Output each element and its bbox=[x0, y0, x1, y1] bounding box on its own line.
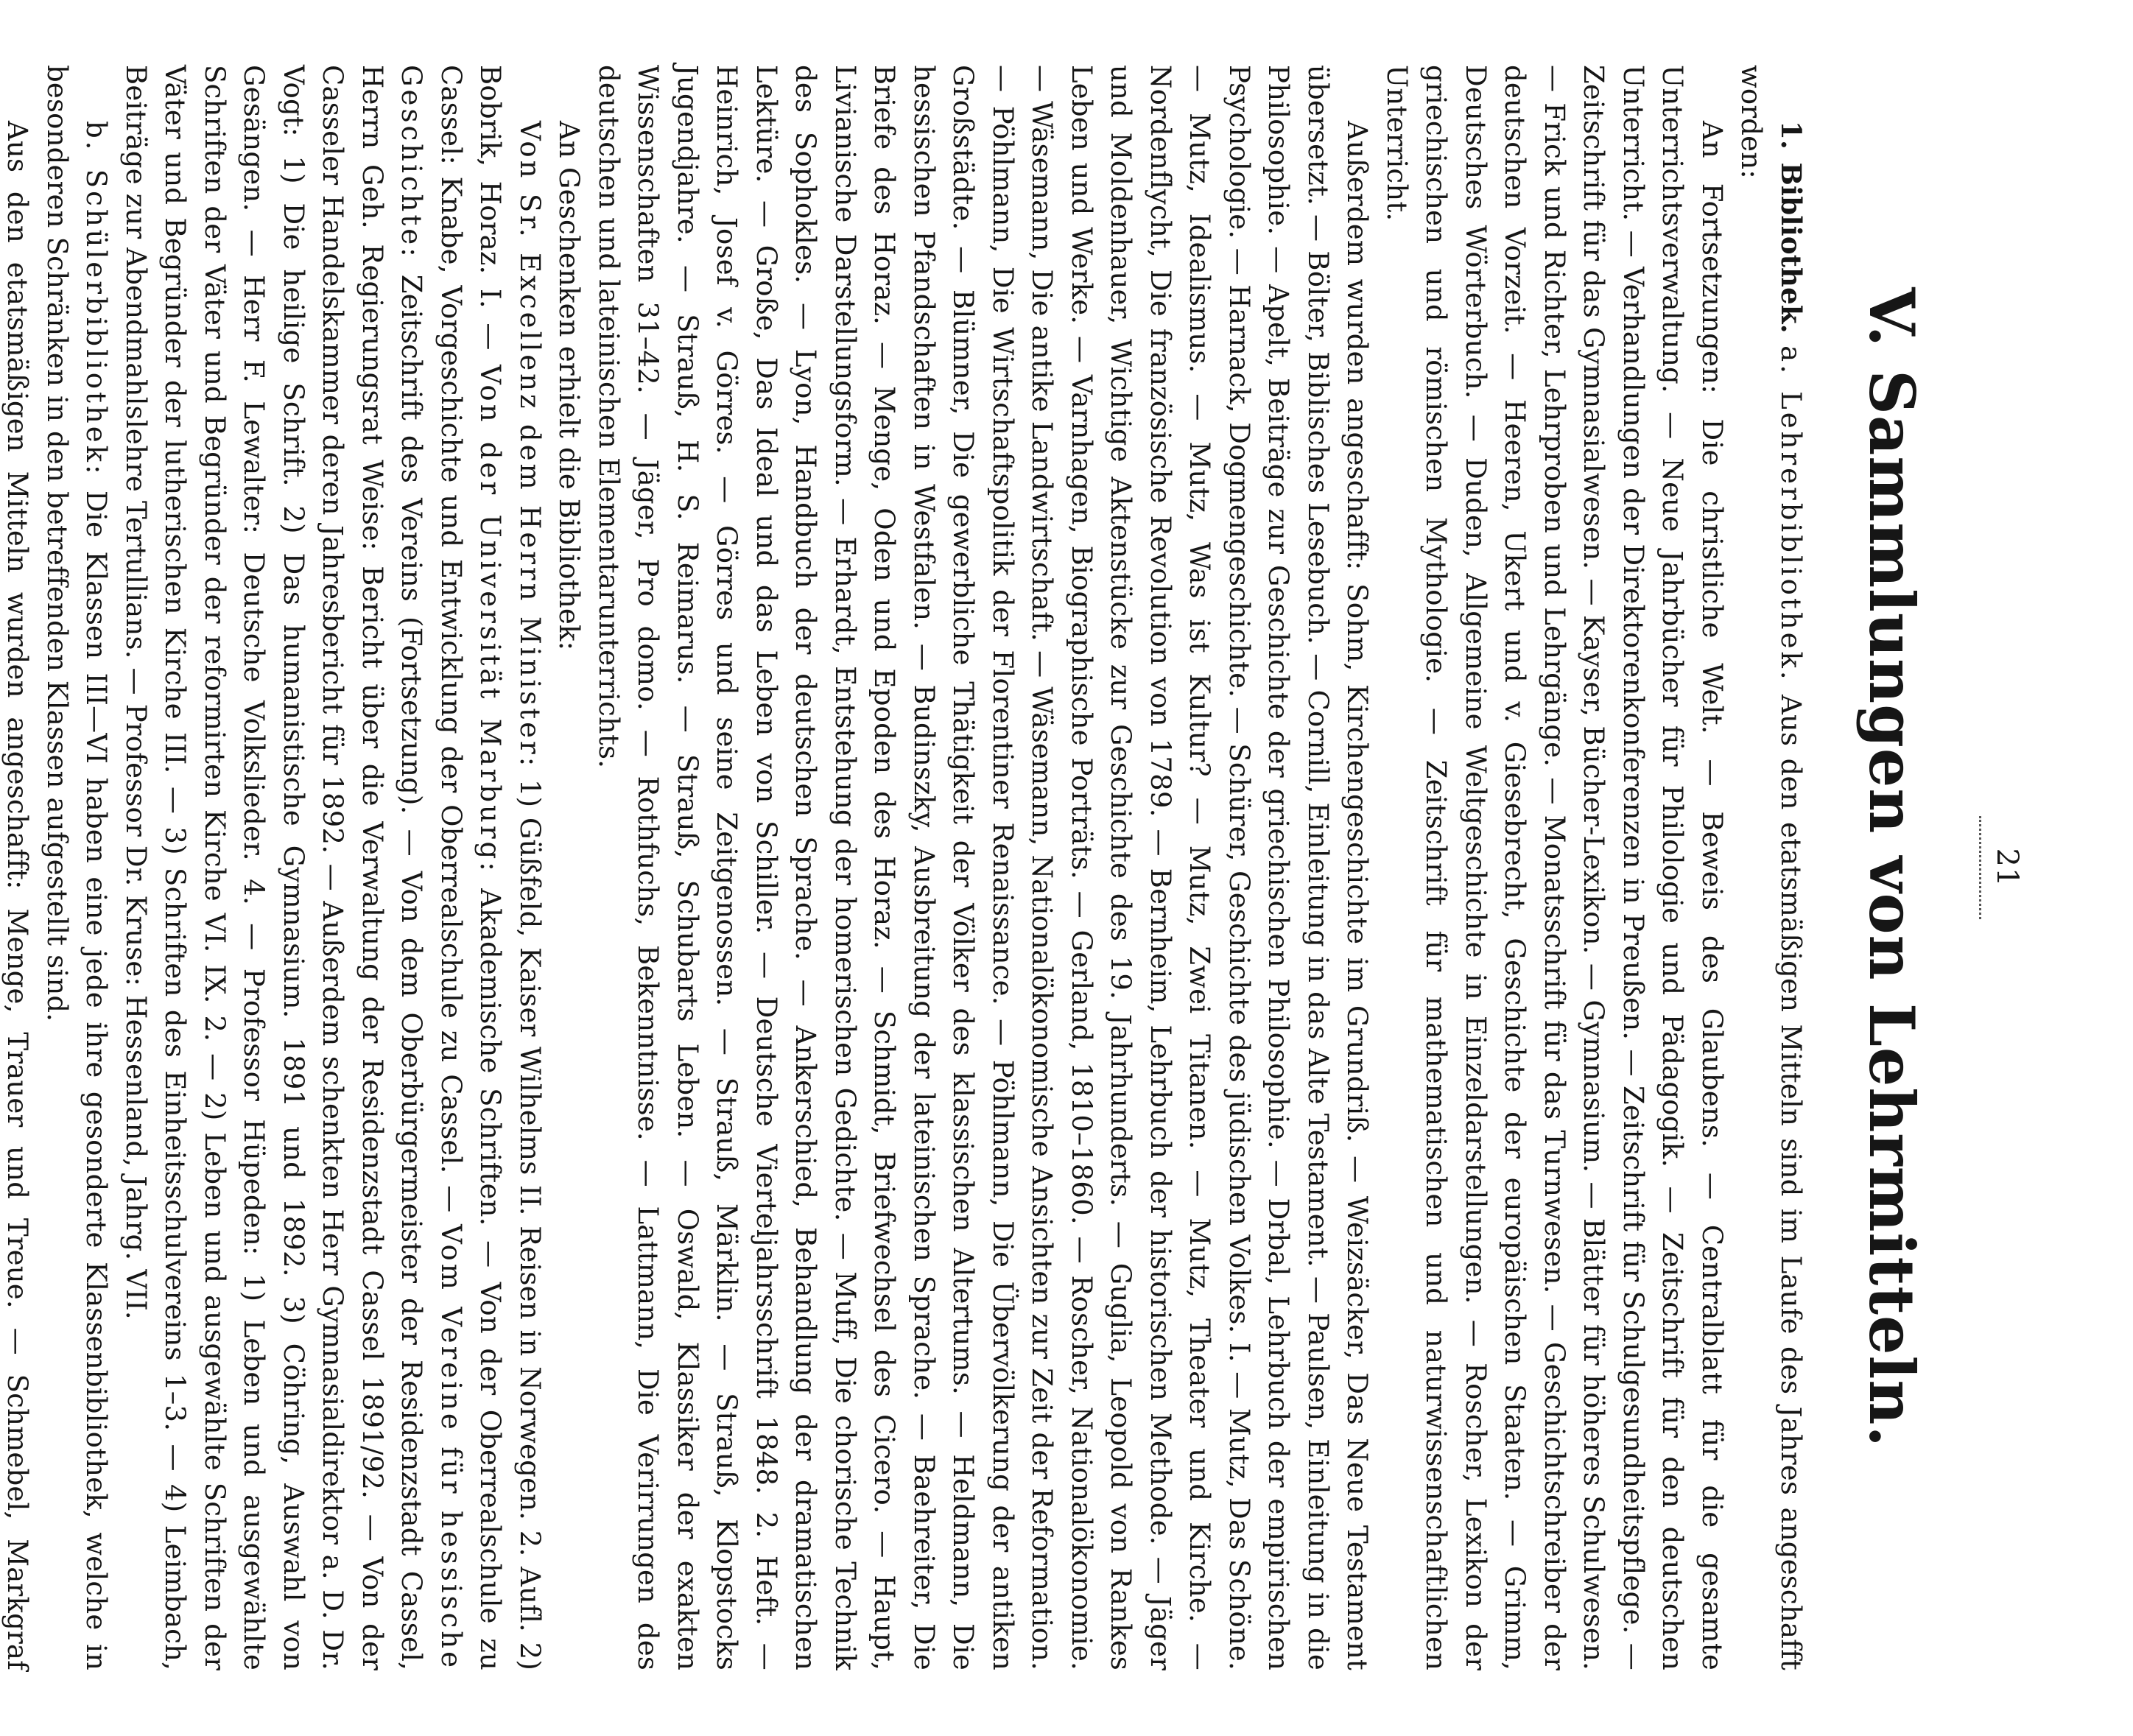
student-library-purchased: Aus den etatsmäßigen Mitteln wurden angeschafft: Menge, Trauer und Treue. — Schmebel, Markgraf bbox=[1, 121, 34, 1670]
gifts-minister-lead: Von Sr. Excellenz dem Herrn Minister: bbox=[514, 121, 546, 770]
gifts-intro: An Geschenken erhielt die Bibliothek: bbox=[553, 121, 586, 651]
student-library-lead: Die Klassen III—VI haben eine jede ihre gesonderte Klassenbibliothek, welche in besonderen Schränken in den betreffenden Klassen aufgestellt sind. bbox=[41, 65, 113, 1671]
gifts-minister-text: 1) Güßfeld, Kaiser Wilhelms II. Reisen in Norwegen. 2. Aufl. 2) Bobrik, Horaz. I. — bbox=[474, 65, 546, 1670]
student-library-paragraph bbox=[38, 65, 116, 1670]
body-text bbox=[0, 65, 1810, 1670]
gifts-verein-text: Zeitschrift des Vereins (Fortsetzung). — Von dem Oberbürgermeister der Residenzstadt Cassel, Herrn Geh. Regierungsrat Weise: Bericht über die Verwaltung der Residenzstadt Cassel 1891/92. — Von der Casseler Handelskammer deren Jahresbericht für 1892. — Außerdem schenkten Herr Gymnasialdirektor a. D. Dr. Vogt: 1) Die heilige Schrift. 2) Das humanistische Gymnasium. 1891 und 1892. 3) Cöhring, Auswahl von Gesängen. — Herr F. Lewalter: Deutsche Volkslieder. 4. — Professor Hüpeden: 1) Leben und ausgewählte Schriften der Väter und Begründer der reformirten Kirche VI. IX. 2. — 2) Leben und ausgewählte Schriften der Väter und Begründer der lutherischen Kirche III. — 3) Schriften des Einheitsschulvereins 1–3. — 4) Leimbach, Beiträge zur Abendmahlslehre Tertullians. — Professor Dr. Kruse: Hessenland, Jahrg. VII. bbox=[120, 65, 428, 1670]
gifts-verein-lead: Vom Vereine für hessische Geschichte: bbox=[396, 65, 467, 1670]
page-number: 21 bbox=[1990, 848, 2024, 888]
section-heading: V. Sammlungen von Lehrmitteln. bbox=[1855, 287, 1928, 1448]
library-label: 1. Bibliothek. bbox=[1775, 121, 1807, 334]
library-intro-text: Aus den etatsmäßigen Mitteln sind im Laufe des Jahres angeschafft worden: bbox=[1735, 65, 1807, 1670]
gifts-university-text: Akademische Schriften. — Von der Oberrealschule zu Cassel: Knabe, Vorgeschichte und Entwicklung der Oberrealschule zu Cassel. — bbox=[435, 65, 507, 1670]
continuations-paragraph: An Fortsetzungen: Die christliche Welt. — Beweis des Glaubens. — Centralblatt für die gesamte Unterrichtsverwaltung. — Neue Jahrbücher für Philologie und Pädagogik. — Zeitschrift für den deutschen Unterricht. — Verhandlungen der Direktorenkonferenzen in Preußen. — Zeitschrift für Schulgesundheitspflege. — Zeitschrift für das Gymnasialwesen. — Kayser, Bücher-Lexikon. — Gymnasium. — Blätter für höheres Schulwesen. — Frick und Richter, Lehrproben und Lehrgänge. — Monatsschrift für das Turnwesen. — Geschichtschreiber der deutschen Vorzeit. — Heeren, Ukert und v. Giesebrecht, Geschichte der europäischen Staaten. — Grimm, Deutsches Wörterbuch. — Duden, Allgemeine Weltgeschichte in Einzeldarstellungen. — Roscher, Lexikon der griechischen und römischen Mythologie. — Zeitschrift für mathematischen und naturwissenschaftlichen Unterricht. bbox=[1381, 65, 1728, 1670]
gifts-university-lead: Von der Universität Marburg: bbox=[474, 365, 507, 874]
purchased-paragraph: Außerdem wurden angeschafft: Sohm, Kirchengeschichte im Grundriß. — Weizsäcker, Das Neue Testament übersetzt. — Bölter, Biblisches Lesebuch. — Cornill, Einleitung in das Alte Testament. — Paulsen, Einleitung in die Philosophie. — Apelt, Beiträge zur Geschichte der griechischen Philosophie. — Drbal, Lehrbuch der empirischen Psychologie. — Harnack, Dogmengeschichte. — Schürer, Geschichte des jüdischen Volkes. I. — Mutz, Das Schöne. — Mutz, Idealismus. — Mutz, Was ist Kultur? — Mutz, Zwei Titanen. — Mutz, Theater und Kirche. — Nordenflycht, Die französische Revolution von 1789. — Bernheim, Lehrbuch der historischen Methode. — Jäger und Moldenhauer, Wichtige Aktenstücke zur Geschichte des 19. Jahrhunderts. — Guglia, Leopold von Rankes Leben und Werke. — Varnhagen, Biographische Porträts. — Gerland, 1810–1860. — Roscher, Nationalökonomie. — Wäsemann, Die antike Landwirtschaft. — Wäsemann, Nationalökonomische Ansichten zur Zeit der Reformation. — Pöhlmann, Die Wirtschaftspolitik der Florentiner Renaissance. — Pöhlmann, Die Übervölkerung der antiken Großstädte. — Blümner, Die gewerbliche Thätigkeit der Völker des klassischen Altertums. — Heldmann, Die hessischen Pfandschaften in Westfalen. — Budinszky, Ausbreitung der lateinischen Sprache. — Baehreiter, Die Briefe des Horaz. — Menge, Oden und Epoden des Horaz. — Schmidt, Briefwechsel des Cicero. — Haupt, Livianische Darstellungsform. — Erhardt, Entstehung der homerischen Gedichte. — Muff, Die chorische Technik des Sophokles. — Lyon, Handbuch der deutschen Sprache. — Ankerschied, Behandlung der dramatischen Lektüre. — Große, Das Ideal und das Leben von Schiller. — Deutsche Vierteljahrsschrift 1848. 2. Heft. — Heinrich, Josef v. Görres. — Görres und seine Zeitgenossen. — Strauß, Märklin. — Strauß, Klopstocks Jugendjahre. — Strauß, H. S. Reimarus. — Strauß, Schubarts Leben. — Oswald, Klassiker der exakten Wissenschaften 31–42. — Jäger, Pro domo. — Rothfuchs, Bekenntnisse. — Lattmann, Die Verirrungen des deutschen und lateinischen Elementarunterrichts. bbox=[593, 65, 1374, 1670]
teacher-library-label: a. Lehrerbibliothek. bbox=[1775, 345, 1807, 683]
student-library-label: b. Schülerbibliothek: bbox=[80, 121, 113, 477]
page-number-rule bbox=[1979, 816, 1981, 919]
rotated-text-block bbox=[1, 65, 2024, 1671]
library-intro bbox=[1732, 65, 1810, 1670]
gifts-paragraph bbox=[116, 65, 550, 1670]
